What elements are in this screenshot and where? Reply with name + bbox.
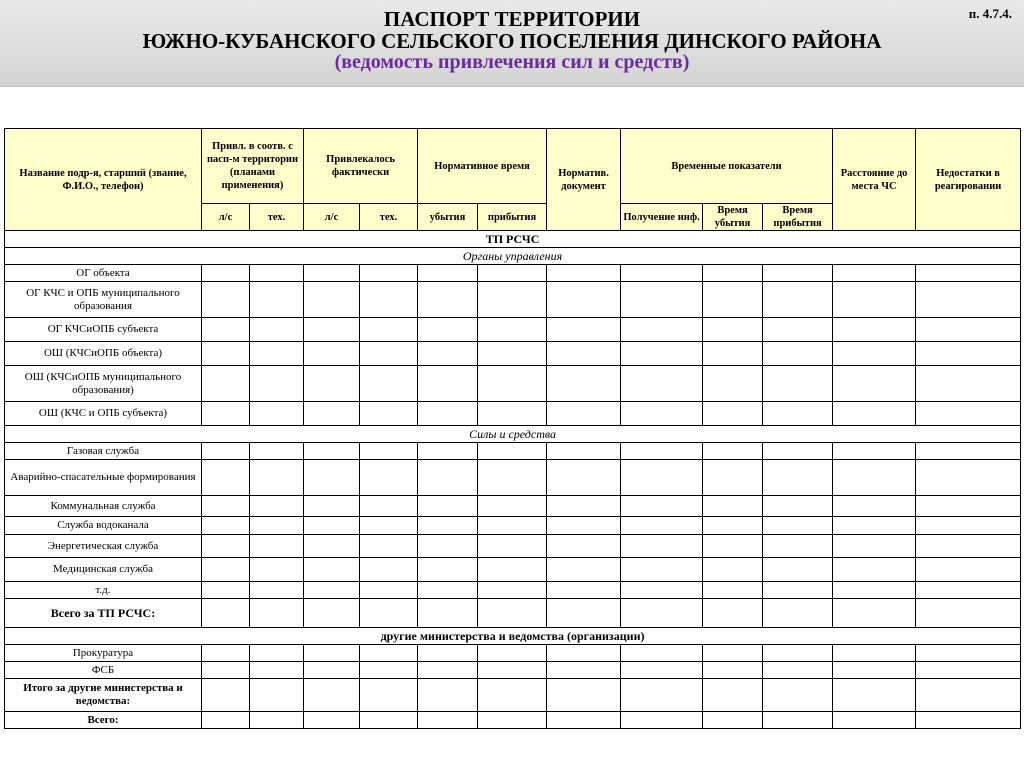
table-cell[interactable] xyxy=(202,460,250,496)
table-cell[interactable] xyxy=(418,535,478,558)
table-cell[interactable] xyxy=(621,712,703,729)
section-forces: Силы и средства xyxy=(5,426,1021,443)
total-all-label: Всего: xyxy=(5,712,202,729)
table-cell[interactable] xyxy=(478,679,547,712)
table-cell[interactable] xyxy=(360,265,418,282)
table-row xyxy=(5,679,1021,712)
table-cell[interactable] xyxy=(418,517,478,535)
table-cell[interactable] xyxy=(621,265,703,282)
table-cell[interactable] xyxy=(478,282,547,318)
col-norm-doc: Норматив. документ xyxy=(547,129,621,231)
row-label: Энергетическая служба xyxy=(5,535,202,558)
table-cell[interactable] xyxy=(763,265,833,282)
table-row xyxy=(5,582,1021,599)
table-cell[interactable] xyxy=(763,443,833,460)
table-row xyxy=(5,282,1021,318)
table-cell[interactable] xyxy=(250,265,304,282)
table-cell[interactable] xyxy=(547,402,621,426)
row-label: Аварийно-спасательные формирования xyxy=(5,460,202,496)
table-cell[interactable] xyxy=(418,496,478,517)
table-cell[interactable] xyxy=(478,599,547,628)
table-row xyxy=(5,496,1021,517)
col-arrive: прибытия xyxy=(478,204,547,231)
table-cell[interactable] xyxy=(250,679,304,712)
table-cell[interactable] xyxy=(833,645,916,662)
table-cell[interactable] xyxy=(833,342,916,366)
table-cell[interactable] xyxy=(833,402,916,426)
table-cell[interactable] xyxy=(547,679,621,712)
table-cell[interactable] xyxy=(621,645,703,662)
row-label: ОШ (КЧСиОПБ муниципального образования) xyxy=(5,366,202,402)
section-management: Органы управления xyxy=(5,248,1021,265)
table-cell[interactable] xyxy=(547,558,621,582)
table-cell[interactable] xyxy=(916,662,1021,679)
table-cell[interactable] xyxy=(478,402,547,426)
table-cell[interactable] xyxy=(916,712,1021,729)
table-cell[interactable] xyxy=(418,558,478,582)
table-cell[interactable] xyxy=(833,712,916,729)
table-cell[interactable] xyxy=(478,366,547,402)
table-cell[interactable] xyxy=(763,679,833,712)
table-cell[interactable] xyxy=(250,582,304,599)
table-cell[interactable] xyxy=(360,599,418,628)
table-cell[interactable] xyxy=(547,599,621,628)
table-cell[interactable] xyxy=(916,342,1021,366)
col-fact-tech: тех. xyxy=(360,204,418,231)
col-time-indicators: Временные показатели xyxy=(621,129,833,204)
table-cell[interactable] xyxy=(360,282,418,318)
table-cell[interactable] xyxy=(478,712,547,729)
table-cell[interactable] xyxy=(250,558,304,582)
col-distance: Расстояние до места ЧС xyxy=(833,129,916,231)
table-cell[interactable] xyxy=(703,265,763,282)
table-cell[interactable] xyxy=(916,496,1021,517)
table-cell[interactable] xyxy=(202,558,250,582)
table-cell[interactable] xyxy=(703,517,763,535)
table-cell[interactable] xyxy=(833,318,916,342)
table-row xyxy=(5,712,1021,729)
section-tp-rschs: ТП РСЧС xyxy=(5,231,1021,248)
row-label: т.д. xyxy=(5,582,202,599)
table-cell[interactable] xyxy=(621,582,703,599)
table-cell[interactable] xyxy=(418,679,478,712)
table-cell[interactable] xyxy=(304,517,360,535)
row-label: Прокуратура xyxy=(5,645,202,662)
table-cell[interactable] xyxy=(833,517,916,535)
table-cell[interactable] xyxy=(621,318,703,342)
table-cell[interactable] xyxy=(418,342,478,366)
table-cell[interactable] xyxy=(304,712,360,729)
table-cell[interactable] xyxy=(703,535,763,558)
table-cell[interactable] xyxy=(250,282,304,318)
table-row xyxy=(5,366,1021,402)
table-cell[interactable] xyxy=(304,443,360,460)
table-cell[interactable] xyxy=(202,662,250,679)
table-row xyxy=(5,318,1021,342)
table-cell[interactable] xyxy=(916,443,1021,460)
table-cell[interactable] xyxy=(703,342,763,366)
table-cell[interactable] xyxy=(418,443,478,460)
table-cell[interactable] xyxy=(703,282,763,318)
table-cell[interactable] xyxy=(250,712,304,729)
col-plan-tech: тех. xyxy=(250,204,304,231)
table-cell[interactable] xyxy=(621,535,703,558)
page-subtitle-statement: (ведомость привлечения сил и средств) xyxy=(334,51,690,73)
table-cell[interactable] xyxy=(763,402,833,426)
table-cell[interactable] xyxy=(304,342,360,366)
table-cell[interactable] xyxy=(202,342,250,366)
table-cell[interactable] xyxy=(418,662,478,679)
table-cell[interactable] xyxy=(250,517,304,535)
table-cell[interactable] xyxy=(916,582,1021,599)
table-cell[interactable] xyxy=(833,282,916,318)
table-cell[interactable] xyxy=(250,366,304,402)
table-cell[interactable] xyxy=(202,535,250,558)
table-cell[interactable] xyxy=(703,662,763,679)
col-fact-ls: л/с xyxy=(304,204,360,231)
col-depart: убытия xyxy=(418,204,478,231)
table-cell[interactable] xyxy=(304,599,360,628)
table-cell[interactable] xyxy=(418,318,478,342)
table-cell[interactable] xyxy=(547,712,621,729)
forces-table xyxy=(4,128,1021,729)
col-flaws: Недостатки в реагировании xyxy=(916,129,1021,231)
table-cell[interactable] xyxy=(250,535,304,558)
table-cell[interactable] xyxy=(304,535,360,558)
table-cell[interactable] xyxy=(763,712,833,729)
page-subtitle-territory: ЮЖНО-КУБАНСКОГО СЕЛЬСКОГО ПОСЕЛЕНИЯ ДИНСКОГО РАЙОНА xyxy=(142,29,882,53)
table-cell[interactable] xyxy=(621,517,703,535)
table-cell[interactable] xyxy=(478,517,547,535)
table-cell[interactable] xyxy=(418,645,478,662)
table-cell[interactable] xyxy=(547,318,621,342)
page-number: п. 4.7.4. xyxy=(968,6,1012,21)
table-cell[interactable] xyxy=(202,496,250,517)
table-cell[interactable] xyxy=(621,402,703,426)
table-cell[interactable] xyxy=(360,645,418,662)
col-info: Получение инф. xyxy=(621,204,703,231)
table-cell[interactable] xyxy=(304,582,360,599)
table-cell[interactable] xyxy=(833,679,916,712)
table-row xyxy=(5,265,1021,282)
page-title: ПАСПОРТ ТЕРРИТОРИИ xyxy=(383,7,641,31)
table-cell[interactable] xyxy=(304,318,360,342)
table-cell[interactable] xyxy=(703,558,763,582)
table-cell[interactable] xyxy=(202,282,250,318)
table-cell[interactable] xyxy=(478,265,547,282)
table-row xyxy=(5,460,1021,496)
table-cell[interactable] xyxy=(360,679,418,712)
table-cell[interactable] xyxy=(833,662,916,679)
table-cell[interactable] xyxy=(621,342,703,366)
table-cell[interactable] xyxy=(202,265,250,282)
table-row xyxy=(5,342,1021,366)
table-cell[interactable] xyxy=(621,558,703,582)
row-label: Служба водоканала xyxy=(5,517,202,535)
table-cell[interactable] xyxy=(478,496,547,517)
table-cell[interactable] xyxy=(763,496,833,517)
table-cell[interactable] xyxy=(478,662,547,679)
table-cell[interactable] xyxy=(763,282,833,318)
table-cell[interactable] xyxy=(304,496,360,517)
table-row xyxy=(5,662,1021,679)
table-cell[interactable] xyxy=(418,282,478,318)
row-label: ОГ КЧСиОПБ субъекта xyxy=(5,318,202,342)
table-cell[interactable] xyxy=(621,679,703,712)
row-label: Газовая служба xyxy=(5,443,202,460)
table-cell[interactable] xyxy=(703,599,763,628)
table-row xyxy=(5,599,1021,628)
total-other-label: Итого за другие министерства и ведомства: xyxy=(5,679,202,712)
table-cell[interactable] xyxy=(478,558,547,582)
table-cell[interactable] xyxy=(304,679,360,712)
table-cell[interactable] xyxy=(547,662,621,679)
table-cell[interactable] xyxy=(418,582,478,599)
col-time-depart: Время убытия xyxy=(703,204,763,231)
table-cell[interactable] xyxy=(916,645,1021,662)
col-norm-time: Нормативное время xyxy=(418,129,547,204)
row-label: ОШ (КЧС и ОПБ субъекта) xyxy=(5,402,202,426)
table-cell[interactable] xyxy=(304,282,360,318)
table-cell[interactable] xyxy=(547,582,621,599)
table-cell[interactable] xyxy=(763,599,833,628)
table-cell[interactable] xyxy=(833,265,916,282)
table-cell[interactable] xyxy=(478,645,547,662)
table-cell[interactable] xyxy=(621,282,703,318)
table-cell[interactable] xyxy=(621,599,703,628)
table-row xyxy=(5,535,1021,558)
table-cell[interactable] xyxy=(360,582,418,599)
table-cell[interactable] xyxy=(202,517,250,535)
table-cell[interactable] xyxy=(621,662,703,679)
table-cell[interactable] xyxy=(202,599,250,628)
table-cell[interactable] xyxy=(703,712,763,729)
table-cell[interactable] xyxy=(703,443,763,460)
table-cell[interactable] xyxy=(833,443,916,460)
table-cell[interactable] xyxy=(418,460,478,496)
table-cell[interactable] xyxy=(418,366,478,402)
col-fact: Привлекалось фактически xyxy=(304,129,418,204)
table-cell[interactable] xyxy=(304,558,360,582)
row-label: ОГ объекта xyxy=(5,265,202,282)
table-cell[interactable] xyxy=(703,402,763,426)
table-cell[interactable] xyxy=(833,558,916,582)
table-cell[interactable] xyxy=(250,402,304,426)
table-cell[interactable] xyxy=(250,342,304,366)
table-cell[interactable] xyxy=(547,366,621,402)
table-cell[interactable] xyxy=(703,645,763,662)
table-cell[interactable] xyxy=(360,366,418,402)
table-cell[interactable] xyxy=(360,460,418,496)
table-cell[interactable] xyxy=(478,535,547,558)
table-cell[interactable] xyxy=(703,496,763,517)
table-cell[interactable] xyxy=(360,712,418,729)
table-cell[interactable] xyxy=(916,282,1021,318)
table-cell[interactable] xyxy=(547,535,621,558)
table-cell[interactable] xyxy=(703,318,763,342)
table-cell[interactable] xyxy=(703,679,763,712)
slide-header xyxy=(0,0,1024,87)
table-cell[interactable] xyxy=(621,366,703,402)
table-cell[interactable] xyxy=(478,342,547,366)
table-cell[interactable] xyxy=(360,558,418,582)
table-cell[interactable] xyxy=(621,443,703,460)
table-cell[interactable] xyxy=(547,517,621,535)
table-cell[interactable] xyxy=(304,402,360,426)
table-cell[interactable] xyxy=(304,460,360,496)
col-plan-ls: л/с xyxy=(202,204,250,231)
table-cell[interactable] xyxy=(916,679,1021,712)
table-cell[interactable] xyxy=(360,318,418,342)
table-cell[interactable] xyxy=(360,342,418,366)
table-cell[interactable] xyxy=(763,342,833,366)
table-cell[interactable] xyxy=(250,443,304,460)
table-cell[interactable] xyxy=(418,599,478,628)
table-cell[interactable] xyxy=(547,282,621,318)
table-cell[interactable] xyxy=(360,443,418,460)
table-cell[interactable] xyxy=(418,402,478,426)
table-cell[interactable] xyxy=(202,582,250,599)
table-cell[interactable] xyxy=(547,460,621,496)
table-cell[interactable] xyxy=(360,662,418,679)
table-row xyxy=(5,558,1021,582)
table-cell[interactable] xyxy=(202,402,250,426)
row-label: ОШ (КЧСиОПБ объекта) xyxy=(5,342,202,366)
table-cell[interactable] xyxy=(763,460,833,496)
table-cell[interactable] xyxy=(547,265,621,282)
table-cell[interactable] xyxy=(916,265,1021,282)
table-cell[interactable] xyxy=(250,662,304,679)
section-other-ministries: другие министерства и ведомства (организации) xyxy=(5,628,1021,645)
table-cell[interactable] xyxy=(478,582,547,599)
table-row xyxy=(5,402,1021,426)
table-cell[interactable] xyxy=(547,496,621,517)
table-cell[interactable] xyxy=(833,582,916,599)
table-cell[interactable] xyxy=(916,318,1021,342)
table-cell[interactable] xyxy=(418,265,478,282)
table-cell[interactable] xyxy=(202,366,250,402)
table-row xyxy=(5,645,1021,662)
table-cell[interactable] xyxy=(833,496,916,517)
row-label: Медицинская служба xyxy=(5,558,202,582)
table-cell[interactable] xyxy=(478,460,547,496)
table-cell[interactable] xyxy=(360,402,418,426)
table-cell[interactable] xyxy=(621,460,703,496)
table-cell[interactable] xyxy=(621,496,703,517)
table-cell[interactable] xyxy=(763,582,833,599)
table-cell[interactable] xyxy=(478,318,547,342)
row-label: ФСБ xyxy=(5,662,202,679)
table-cell[interactable] xyxy=(833,460,916,496)
table-cell[interactable] xyxy=(360,535,418,558)
table-cell[interactable] xyxy=(833,366,916,402)
table-cell[interactable] xyxy=(703,582,763,599)
table-cell[interactable] xyxy=(703,460,763,496)
table-cell[interactable] xyxy=(547,443,621,460)
table-cell[interactable] xyxy=(763,366,833,402)
table-cell[interactable] xyxy=(202,679,250,712)
table-cell[interactable] xyxy=(547,645,621,662)
table-cell[interactable] xyxy=(703,366,763,402)
table-cell[interactable] xyxy=(418,712,478,729)
table-cell[interactable] xyxy=(304,366,360,402)
table-cell[interactable] xyxy=(916,558,1021,582)
table-cell[interactable] xyxy=(360,496,418,517)
table-cell[interactable] xyxy=(763,517,833,535)
table-cell[interactable] xyxy=(547,342,621,366)
table-cell[interactable] xyxy=(202,318,250,342)
table-cell[interactable] xyxy=(250,460,304,496)
col-time-arrive: Время прибытия xyxy=(763,204,833,231)
row-label: Коммунальная служба xyxy=(5,496,202,517)
table-cell[interactable] xyxy=(478,443,547,460)
table-cell[interactable] xyxy=(250,496,304,517)
table-row xyxy=(5,443,1021,460)
table-cell[interactable] xyxy=(916,599,1021,628)
table-cell[interactable] xyxy=(250,599,304,628)
table-cell[interactable] xyxy=(304,645,360,662)
table-cell[interactable] xyxy=(916,535,1021,558)
table-cell[interactable] xyxy=(250,645,304,662)
table-row xyxy=(5,517,1021,535)
table-cell[interactable] xyxy=(916,402,1021,426)
table-cell[interactable] xyxy=(763,662,833,679)
table-cell[interactable] xyxy=(360,517,418,535)
table-cell[interactable] xyxy=(916,460,1021,496)
table-cell[interactable] xyxy=(304,265,360,282)
table-cell[interactable] xyxy=(202,712,250,729)
row-label: ОГ КЧС и ОПБ муниципального образования xyxy=(5,282,202,318)
table-cell[interactable] xyxy=(763,558,833,582)
table-cell[interactable] xyxy=(763,535,833,558)
total-tp-label: Всего за ТП РСЧС: xyxy=(5,599,202,628)
table-cell[interactable] xyxy=(763,318,833,342)
table-cell[interactable] xyxy=(763,645,833,662)
table-cell[interactable] xyxy=(833,535,916,558)
col-name: Название подр-я, старший (звание, Ф.И.О., телефон) xyxy=(5,129,202,231)
table-cell[interactable] xyxy=(916,366,1021,402)
table-cell[interactable] xyxy=(833,599,916,628)
col-plan: Привл. в соотв. с пасп-м территории (планами применения) xyxy=(202,129,304,204)
table-cell[interactable] xyxy=(202,645,250,662)
table-cell[interactable] xyxy=(916,517,1021,535)
table-cell[interactable] xyxy=(202,443,250,460)
table-cell[interactable] xyxy=(250,318,304,342)
table-cell[interactable] xyxy=(304,662,360,679)
